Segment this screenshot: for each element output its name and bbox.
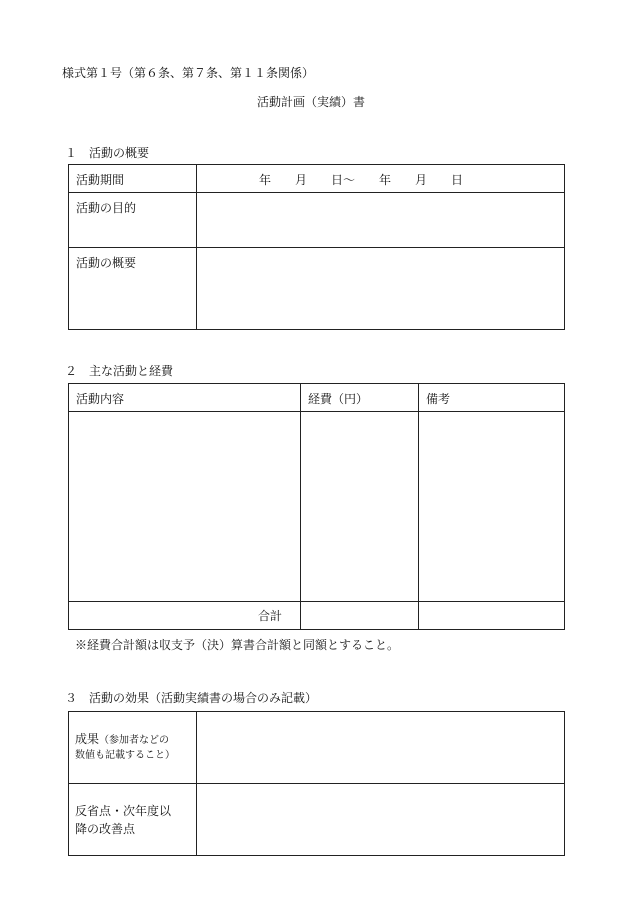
table-row xyxy=(69,712,565,784)
table-row xyxy=(69,193,565,248)
expense-note: ※経費合計額は収支予（決）算書合計額と同額とすること。 xyxy=(75,638,400,652)
remarks-cell[interactable] xyxy=(419,412,565,602)
summary-label: 活動の概要 xyxy=(69,248,197,330)
activity-overview-table xyxy=(68,164,565,330)
period-value[interactable]: 年 月 日～ 年 月 日 xyxy=(197,165,565,193)
form-number: 様式第１号（第６条、第７条、第１１条関係） xyxy=(62,66,315,80)
results-label-main: 成果 xyxy=(75,732,100,746)
results-label xyxy=(69,712,197,784)
header-remarks: 備考 xyxy=(419,384,565,412)
activities-expenses-table xyxy=(68,383,565,630)
results-value[interactable] xyxy=(197,712,565,784)
total-remarks-cell[interactable] xyxy=(419,602,565,630)
document-title: 活動計画（実績）書 xyxy=(257,95,366,109)
total-expense-cell[interactable] xyxy=(301,602,419,630)
expense-cell[interactable] xyxy=(301,412,419,602)
reflection-label xyxy=(69,784,197,856)
reflection-label-line1: 反省点・次年度以 xyxy=(75,803,172,818)
purpose-label: 活動の目的 xyxy=(69,193,197,248)
section2-heading: ２ 主な活動と経費 xyxy=(65,364,174,378)
table-row xyxy=(69,412,565,602)
period-label: 活動期間 xyxy=(69,165,197,193)
header-expense: 経費（円） xyxy=(301,384,419,412)
table-row xyxy=(69,384,565,412)
section1-heading: １ 活動の概要 xyxy=(65,146,150,160)
results-label-line1 xyxy=(75,732,196,748)
table-row xyxy=(69,602,565,630)
total-label: 合計 xyxy=(69,602,301,630)
summary-value[interactable] xyxy=(197,248,565,330)
activity-effects-table xyxy=(68,711,565,856)
purpose-value[interactable] xyxy=(197,193,565,248)
reflection-label-line2: 降の改善点 xyxy=(75,821,136,836)
section3-heading: ３ 活動の効果（活動実績書の場合のみ記載） xyxy=(65,691,318,705)
header-activity: 活動内容 xyxy=(69,384,301,412)
table-row xyxy=(69,165,565,193)
results-label-line2: 数値も記載すること） xyxy=(75,750,175,761)
reflection-value[interactable] xyxy=(197,784,565,856)
results-label-note: （参加者などの xyxy=(99,735,170,746)
table-row xyxy=(69,248,565,330)
table-row xyxy=(69,784,565,856)
activity-content-cell[interactable] xyxy=(69,412,301,602)
